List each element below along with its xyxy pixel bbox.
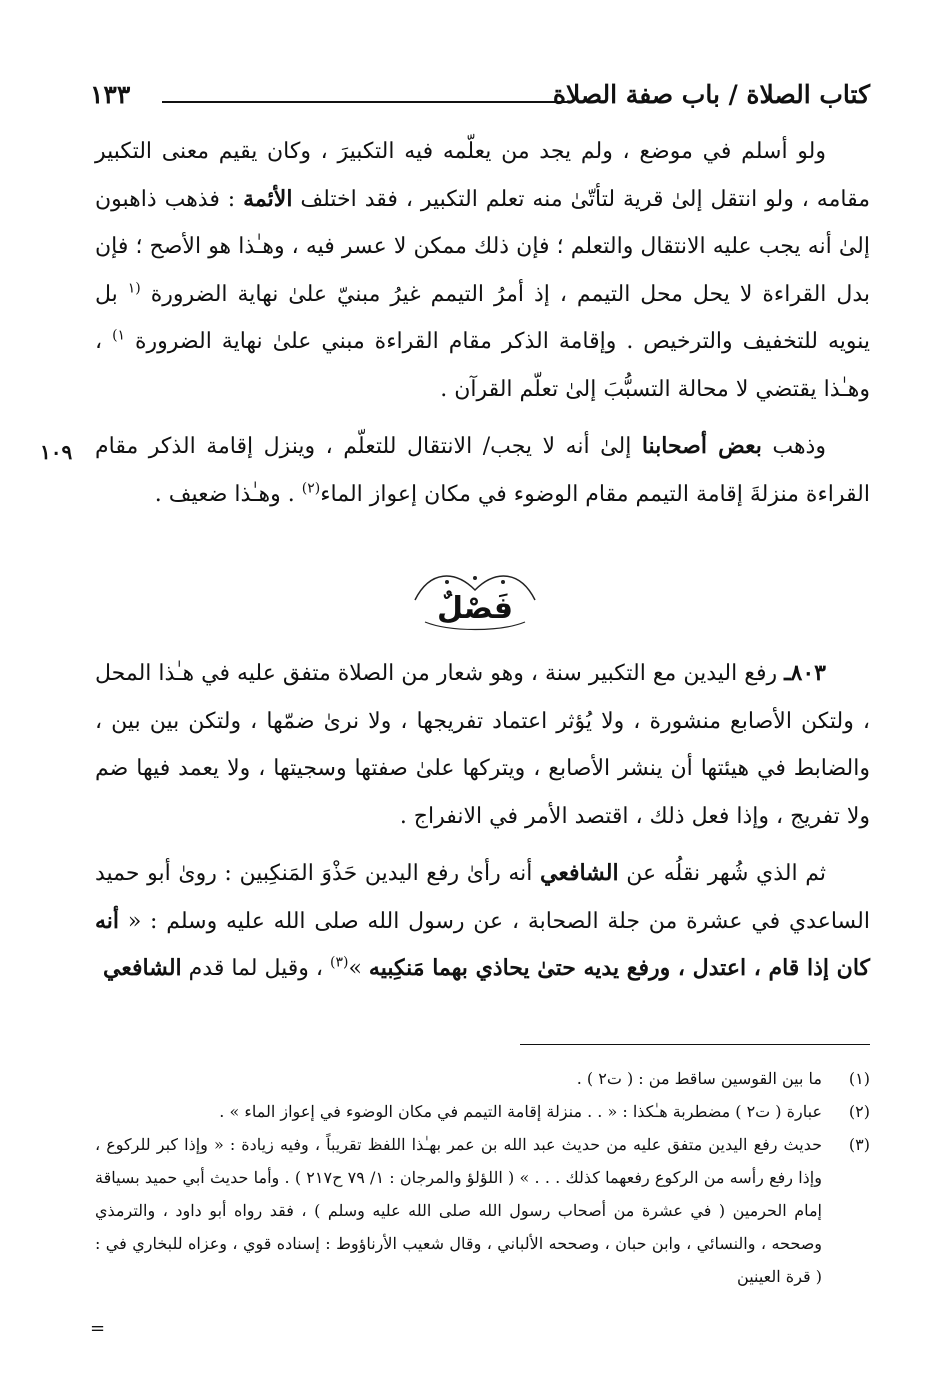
footnote-number: (٣) — [848, 1135, 870, 1154]
page-number: ١٣٣ — [90, 80, 131, 109]
footnote-number: (٢) — [848, 1102, 870, 1121]
footnote-3 — [95, 1128, 870, 1293]
header-title: كتاب الصلاة / باب صفة الصلاة — [552, 80, 870, 109]
section-text — [95, 650, 870, 993]
footnote-ref: (٢) — [301, 480, 321, 497]
bold-term: بعض أصحابنا — [641, 433, 762, 459]
paragraph-shafii: ثم الذي شُهر نقلُه عن الشافعي أنه رأىٰ رفع اليدين حَذْوَ المَنكِبين : روىٰ أبو حميد الساعدي في عشرة من جلة الصحابة ، عن رسول الله صلى الله عليه وسلم : « أنه كان إذا قام ، اعتدل ، ورفع يديه حتىٰ يحاذي بهما مَنكِبيه »$^{(٣)}$ ، وقيل لما قدم الشافعي — [95, 860, 870, 981]
paragraph-number: ٨٠٣ـ — [784, 660, 826, 686]
footnote-ref: (١ — [127, 280, 141, 297]
footnote-2 — [95, 1095, 870, 1128]
running-header — [90, 76, 870, 116]
footnote-ref: (٣) — [330, 954, 349, 971]
bold-term: الشافعي — [103, 955, 182, 981]
paragraph-803: ٨٠٣ـ رفع اليدين مع التكبير سنة ، وهو شعار من الصلاة متفق عليه في هـٰذا المحل ، ولتكن الأصابع منشورة ، ولا يُؤثر اعتماد تفريجها ، ولا نرىٰ ضمّها ، ولتكن بين بين ، والضابط في هيئتها أن ينشر الأصابع ، ويتركها علىٰ صفتها وسجيتها ، ولا يعمد فيها ضم ولا تفريج ، وإذا فعل ذلك ، اقتصد الأمر في الانفراج . — [95, 660, 870, 829]
section-heading: فَصْلٌ — [437, 591, 513, 626]
main-text — [95, 128, 870, 518]
footnote-text: عبارة ( ت٢ ) مضطربة هـٰكذا : « . . منزلة إقامة التيمم في مكان الوضوء في إعواز الماء » . — [219, 1102, 822, 1121]
bold-term: الشافعي — [540, 860, 619, 886]
continuation-mark: = — [90, 1318, 106, 1339]
footnote-number: (١) — [848, 1069, 870, 1088]
margin-page-note: ١٠٩ — [40, 440, 73, 464]
ornament-dot — [473, 576, 477, 580]
bold-term: الأئمة — [243, 185, 293, 212]
footnote-ref: ١) — [112, 327, 126, 344]
footnote-text: حديث رفع اليدين متفق عليه من حديث عبد الله بن عمر بهـٰذا اللفظ تقريباً ، وفيه زيادة : « وإذا كبر للركوع ، وإذا رفع رأسه من الركوع رفعهما كذلك . . . » ( اللؤلؤ والمرجان : ١/ ٧٩ ح٢١٧ ) . وأما حديث أبي حميد بسياقة إمام الحرمين ( في عشرة من أصحاب رسول الله صلى الله عليه وسلم ) ، فقد رواه أبو داود ، والترمذي وصححه ، والنسائي ، وابن حبان ، وصححه الألباني ، وقال شعيب الأرناؤوط : إسناده قوي ، وعزاه للبخاري في : ( قرة العينين — [95, 1135, 822, 1286]
footnote-separator — [520, 1044, 870, 1045]
paragraph-1: ولو أسلم في موضع ، ولم يجد من يعلّمه فيه التكبيرَ ، وكان يقيم معنى التكبير مقامه ، ولو انتقل إلىٰ قرية لتأتّىٰ منه تعلم التكبير ، فقد اختلف الأئمة : فذهب ذاهبون إلىٰ أنه يجب عليه الانتقال والتعلم ؛ فإن ذلك ممكن لا عسر فيه ، وهـٰذا هو الأصح ؛ فإن بدل القراءة لا يحل محل التيمم ، إذ أمرُ التيمم غيرُ مبنيّ علىٰ نهاية الضرورة $^{(١}$ بل ينويه للتخفيف والترخيص . وإقامة الذكر مقام القراءة مبني علىٰ نهاية الضرورة $^{١)}$ ، وهـٰذا يقتضي لا محالة التسبُّبَ إلىٰ تعلّم القرآن . — [95, 139, 871, 402]
header-rule — [162, 101, 570, 103]
hadith-quote: أنه كان إذا قام ، اعتدل ، ورفع يديه حتىٰ يحاذي بهما مَنكِبيه — [95, 907, 870, 981]
ornament-dot — [501, 580, 505, 584]
footnotes — [95, 1062, 870, 1293]
paragraph-2: وذهب بعض أصحابنا إلىٰ أنه لا يجب/ الانتقال للتعلّم ، وينزل إقامة الذكر مقام القراءة منزلةَ إقامة التيمم مقام الوضوء في مكان إعواز الماء$^{(٢)}$ . وهـٰذا ضعيف . — [95, 433, 870, 507]
section-heading-ornament — [395, 560, 555, 640]
footnote-1 — [95, 1062, 870, 1095]
footnote-text: ما بين القوسين ساقط من : ( ت٢ ) . — [576, 1069, 822, 1088]
ornament-dot — [445, 580, 449, 584]
